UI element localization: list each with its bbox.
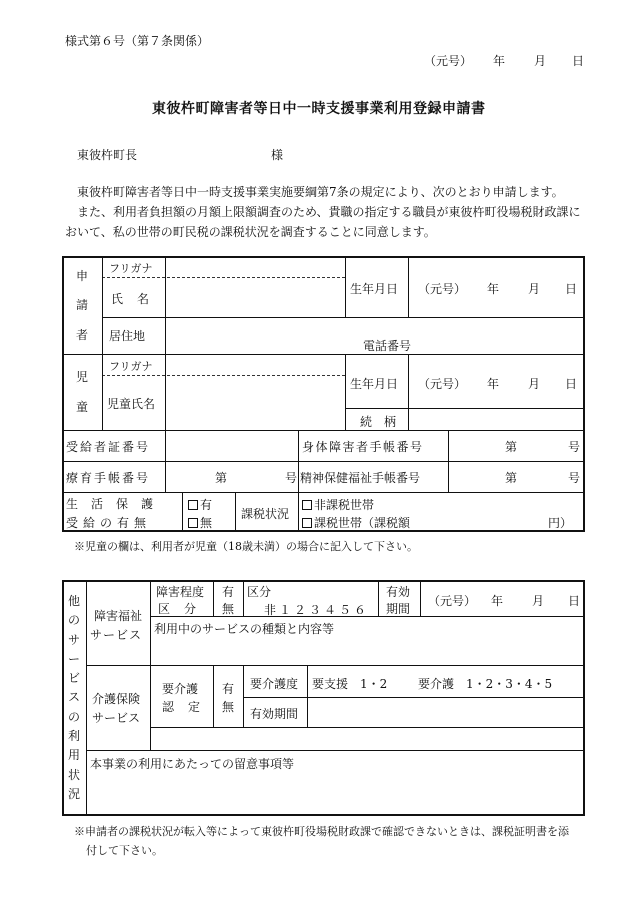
disability-service-label-2: サービス: [90, 628, 143, 642]
rehab-cert-label: 療育手帳番号: [66, 471, 151, 485]
other-services-label: 他 の サ ー ビ ス の 利 用 状 況: [67, 594, 80, 801]
child-birthdate-label: 生年月日: [350, 377, 399, 391]
applicant-birth-era: （元号）: [418, 282, 467, 296]
care-level-options[interactable]: 要介護 1・2・3・4・5: [418, 677, 553, 691]
address-label: 居住地: [109, 329, 146, 343]
child-birth-month: 月: [528, 377, 541, 391]
notes-field[interactable]: [88, 772, 583, 814]
applicant-furigana-label: フリガナ: [109, 262, 153, 275]
tax-status-label: 課税状況: [241, 507, 290, 521]
header-month: 月: [534, 54, 547, 68]
notes-label: 本事業の利用にあたっての留意事項等: [90, 757, 295, 771]
mental-cert-label: 精神保健福祉手帳番号: [300, 471, 421, 485]
degree-label-2: 区 分: [158, 602, 198, 616]
applicant-label: 申 請 者: [75, 269, 88, 342]
child-name-field[interactable]: [165, 376, 345, 430]
rehab-cert-gou: 号: [285, 471, 298, 485]
applicant-birth-day: 日: [565, 282, 578, 296]
phone-label: 電話番号: [363, 339, 412, 353]
child-furigana-label: フリガナ: [109, 360, 153, 373]
valid-month: 月: [532, 594, 545, 608]
welfare-label-line1: 生活保護: [66, 497, 167, 511]
child-birth-day: 日: [565, 377, 578, 391]
valid-era: （元号）: [428, 594, 477, 608]
valid-label-2: 期間: [386, 602, 411, 616]
checkbox-icon: [188, 500, 198, 510]
welfare-label-line2: 受給の有無: [66, 516, 152, 530]
degree-label-1: 障害程度: [156, 585, 205, 599]
welfare-yes-option[interactable]: 有: [188, 496, 212, 513]
care-umu-no: 無: [222, 700, 235, 714]
valid-year: 年: [491, 594, 504, 608]
care-service-label-1: 介護保険: [92, 692, 141, 706]
applicant-birthdate-label: 生年月日: [350, 282, 399, 296]
physical-cert-label: 身体障害者手帳番号: [302, 440, 424, 454]
checkbox-icon: [302, 500, 312, 510]
taxable-option[interactable]: 課税世帯（課税額: [302, 514, 410, 531]
kubun-label: 区分: [247, 585, 272, 599]
non-taxable-option[interactable]: 非課税世帯: [302, 496, 374, 513]
note-child: ※児童の欄は、利用者が児童（18歳未満）の場合に記入して下さい。: [74, 540, 418, 553]
recipient-cert-label: 受給者証番号: [66, 440, 151, 454]
valid-day: 日: [568, 594, 581, 608]
header-era: （元号）: [424, 54, 473, 68]
addressee-sama: 様: [271, 148, 284, 162]
rehab-cert-dai: 第: [215, 471, 228, 485]
child-label: 児 童: [75, 369, 88, 414]
header-year: 年: [493, 54, 506, 68]
applicant-birth-year: 年: [487, 282, 500, 296]
child-birth-year: 年: [487, 377, 500, 391]
mental-cert-dai: 第: [505, 471, 518, 485]
note-tax-line2: 付して下さい。: [86, 844, 163, 857]
form-number: 様式第６号（第７条関係）: [65, 34, 210, 48]
care-umu-yes: 有: [222, 682, 235, 696]
header-day: 日: [572, 54, 585, 68]
body-paragraph-2: また、利用者負担額の月額上限額調査のため、貴職の指定する職員が東彼杵町役場税財政課において、私の世帯の町民税の課税状況を調査することに同意します。: [65, 205, 581, 239]
applicant-birth-month: 月: [528, 282, 541, 296]
relation-label: 続 柄: [360, 415, 397, 429]
addressee-name: 東彼杵町長: [77, 148, 138, 162]
child-name-label: 児童氏名: [107, 397, 156, 411]
disability-umu-yes: 有: [222, 585, 235, 599]
welfare-no-option[interactable]: 無: [188, 514, 212, 531]
care-level-label: 要介護度: [250, 677, 299, 691]
support-level-options[interactable]: 要支援 1・2: [312, 677, 388, 691]
checkbox-icon: [302, 518, 312, 528]
mental-cert-gou: 号: [568, 471, 581, 485]
body-paragraph-1: 東彼杵町障害者等日中一時支援事業実施要綱第7条の規定により、次のとおり申請します。: [77, 185, 564, 199]
applicant-name-field[interactable]: [165, 278, 345, 317]
taxable-yen: 円）: [548, 516, 573, 530]
checkbox-icon: [188, 518, 198, 528]
valid-label-1: 有効: [386, 585, 411, 599]
care-cert-label-2: 認 定: [162, 700, 202, 714]
physical-cert-dai: 第: [505, 440, 518, 454]
physical-cert-gou: 号: [568, 440, 581, 454]
care-valid-period-label: 有効期間: [250, 707, 299, 721]
disability-umu-no: 無: [222, 602, 235, 616]
note-tax-line1: ※申請者の課税状況が転入等によって東彼杵町役場税財政課で確認できないときは、課税証明書を添: [74, 825, 569, 838]
document-title: 東彼杵町障害者等日中一時支援事業利用登録申請書: [152, 101, 486, 117]
disability-service-label-1: 障害福祉: [94, 609, 143, 623]
in-use-content-label: 利用中のサービスの種類と内容等: [154, 622, 335, 636]
kubun-values[interactable]: 非１２３４５６: [264, 603, 370, 617]
care-cert-label-1: 要介護: [162, 682, 199, 696]
care-service-label-2: サービス: [92, 711, 141, 725]
child-birth-era: （元号）: [418, 377, 467, 391]
applicant-name-label: 氏 名: [111, 292, 151, 306]
